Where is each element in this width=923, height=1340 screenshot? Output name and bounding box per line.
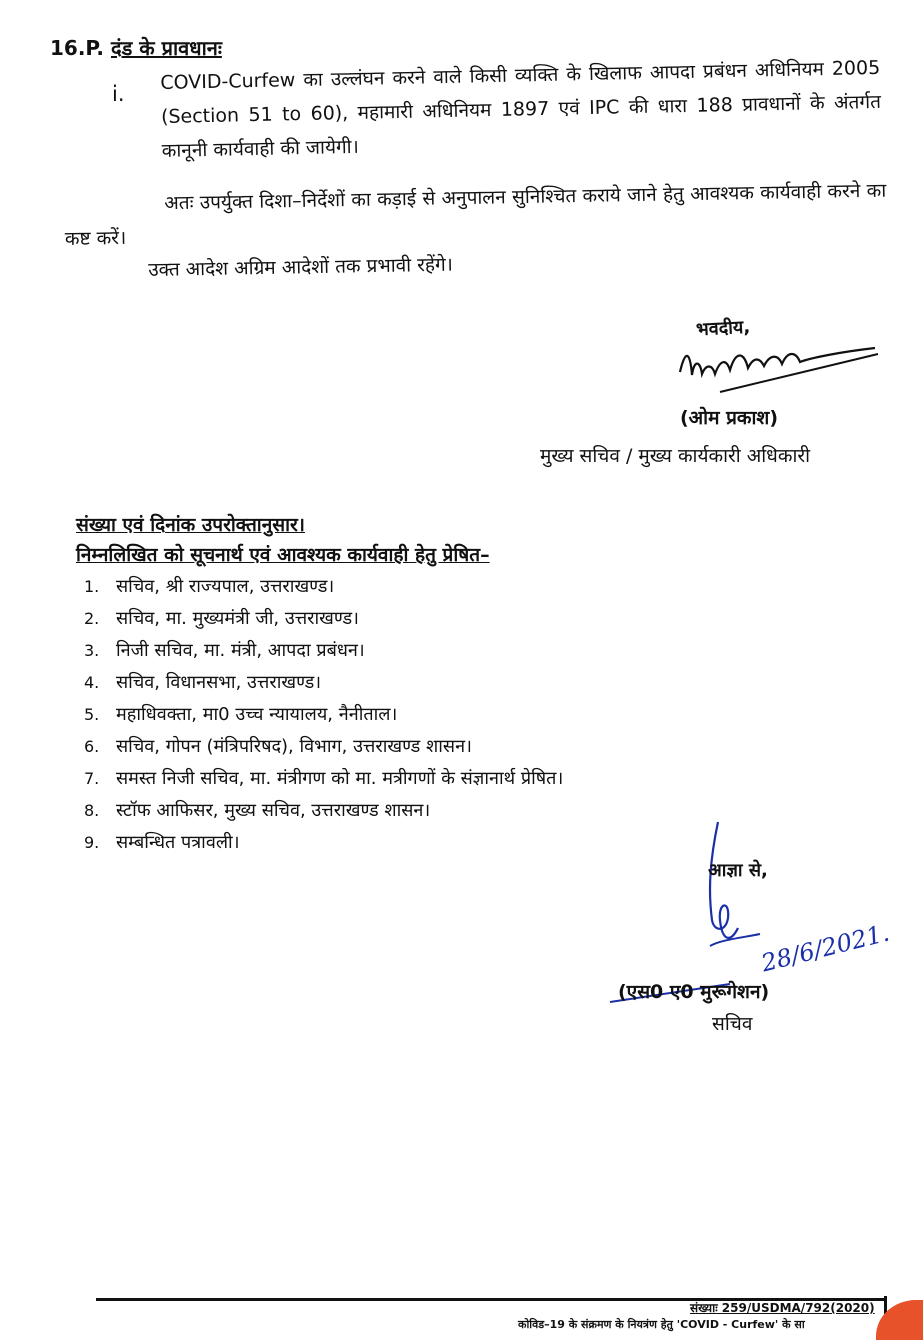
signature-1 — [660, 330, 890, 410]
signatory-2-name: (एस0 ए0 मुरूगेशन) — [618, 981, 770, 1003]
list-item — [84, 602, 563, 634]
section-title: दंड के प्रावधानः — [110, 36, 222, 60]
list-item — [84, 826, 563, 858]
list-item — [84, 698, 563, 730]
list-item-text: निजी सचिव, मा. मंत्री, आपदा प्रबंधन। — [116, 640, 365, 661]
list-item-number: 3. — [84, 640, 100, 660]
order-label: आज्ञा से, — [708, 860, 768, 881]
effect-paragraph: उक्त आदेश अग्रिम आदेशों तक प्रभावी रहेंगे। — [148, 253, 454, 281]
signatory-1-designation: मुख्य सचिव / मुख्य कार्यकारी अधिकारी — [540, 445, 811, 467]
list-item-text: समस्त निजी सचिव, मा. मंत्रीगण को मा. मत्रीगणों के संज्ञानार्थ प्रेषित। — [116, 768, 564, 789]
handwritten-date: 28/6/2021. — [758, 918, 893, 978]
section-heading — [50, 34, 222, 61]
signatory-1-name: (ओम प्रकाश) — [680, 407, 779, 429]
list-item-text: स्टॉफ आफिसर, मुख्य सचिव, उत्तराखण्ड शासन। — [116, 800, 431, 821]
footer-reference-number: संख्याः 259/USDMA/792(2020) — [690, 1301, 875, 1315]
footer-subject: कोविड–19 के संक्रमण के नियत्रंण हेतु 'COVID - Curfew' के सा — [518, 1318, 805, 1331]
clause-marker: i. — [112, 82, 125, 106]
list-item-text: सचिव, गोपन (मंत्रिपरिषद), विभाग, उत्तराखण्ड शासन। — [116, 736, 472, 757]
list-item-number: 4. — [84, 672, 100, 692]
list-item-number: 2. — [84, 608, 100, 628]
list-item — [84, 634, 563, 666]
list-item-number: 1. — [84, 576, 100, 596]
list-item — [84, 794, 563, 826]
list-item-number: 5. — [84, 704, 100, 724]
clause-text: COVID-Curfew का उल्लंघन करने वाले किसी व्यक्ति के खिलाफ आपदा प्रबंधन अधिनियम 2005 (Section 51 to 60), महामारी अधिनियम 1897 एवं IPC की धारा 188 प्रावधानों के अंतर्गत कानूनी कार्यवाही की जायेगी। — [160, 56, 882, 162]
section-number: 16.P. — [50, 36, 105, 60]
list-item — [84, 570, 563, 602]
reference-line-2: निम्नलिखित को सूचनार्थ एवं आवश्यक कार्यवाही हेतु प्रेषित– — [76, 544, 490, 566]
list-item-text: सम्बन्धित पत्रावली। — [116, 832, 240, 853]
list-item — [84, 666, 563, 698]
salutation: भवदीय, — [695, 316, 751, 341]
signatory-2-designation: सचिव — [712, 1013, 753, 1035]
list-item-number: 6. — [84, 736, 100, 756]
list-item-number: 8. — [84, 800, 100, 820]
list-item-text: सचिव, श्री राज्यपाल, उत्तराखण्ड। — [116, 576, 335, 597]
recipient-list — [84, 570, 563, 858]
reference-line-1: संख्या एवं दिनांक उपरोक्तानुसार। — [76, 514, 305, 536]
reference-heading — [76, 510, 490, 570]
list-item-text: सचिव, विधानसभा, उत्तराखण्ड। — [116, 672, 322, 693]
list-item-number: 7. — [84, 768, 100, 788]
compliance-paragraph: अतः उपर्युक्त दिशा–निर्देशों का कड़ाई से अनुपालन सुनिश्चित कराये जाने हेतु आवश्यक कार्यवाही करने का कष्ट करें। — [64, 179, 887, 250]
signature-2 — [690, 820, 890, 1000]
list-item — [84, 762, 563, 794]
list-item-text: सचिव, मा. मुख्यमंत्री जी, उत्तराखण्ड। — [116, 608, 359, 629]
list-item — [84, 730, 563, 762]
list-item-number: 9. — [84, 832, 100, 852]
list-item-text: महाधिवक्ता, मा0 उच्च न्यायालय, नैनीताल। — [116, 704, 398, 725]
